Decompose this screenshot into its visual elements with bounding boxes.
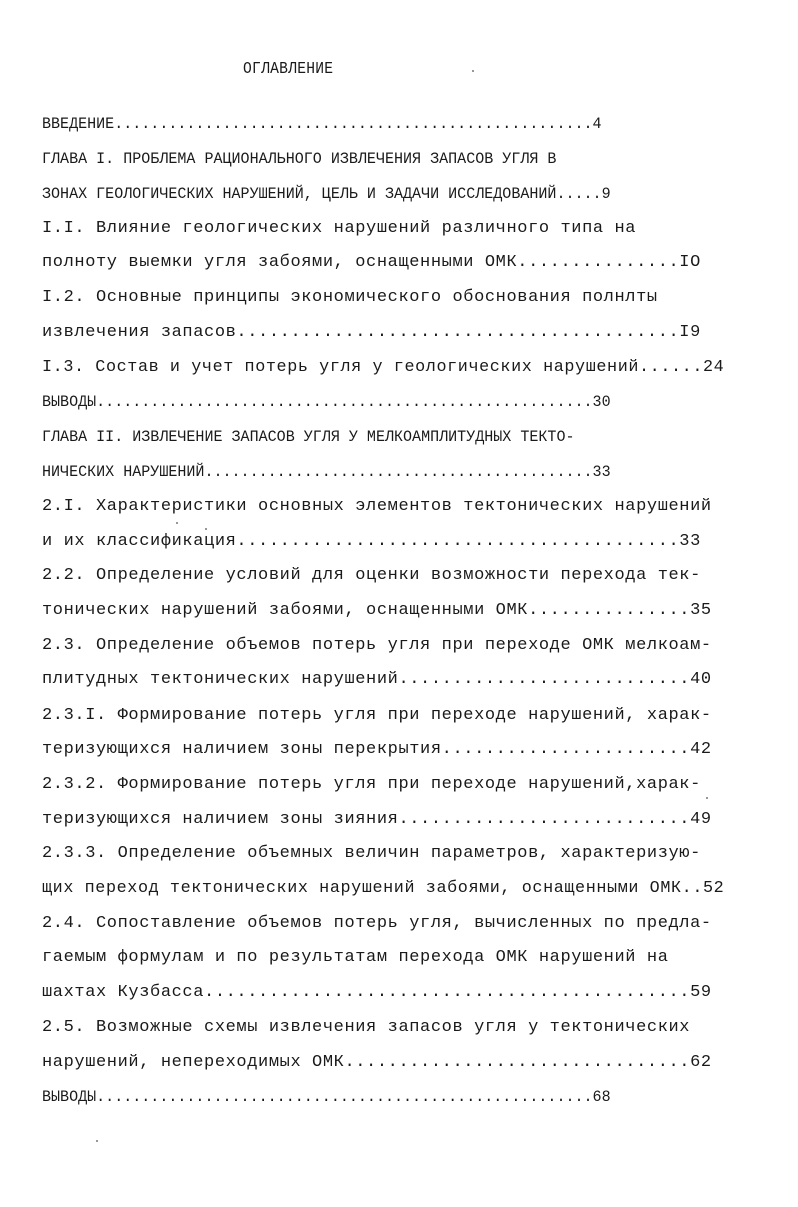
toc-entry: нарушений, непереходимых ОМК................................62 [42, 1053, 712, 1072]
toc-entry: ЗОНАХ ГЕОЛОГИЧЕСКИХ НАРУШЕНИЙ, ЦЕЛЬ И ЗАДАЧИ ИССЛЕДОВАНИЙ.....9 [42, 185, 611, 203]
toc-entry: шахтах Кузбасса.............................................59 [42, 983, 712, 1002]
toc-entry: 2.3. Определение объемов потерь угля при переходе ОМК мелкоам- [42, 636, 712, 655]
toc-entry: 2.3.2. Формирование потерь угля при переходе нарушений,харак- [42, 775, 701, 794]
toc-entry: полноту выемки угля забоями, оснащенными ОМК...............IO [42, 253, 701, 272]
toc-entry: ВЫВОДЫ.......................................................30 [42, 393, 611, 411]
toc-entry: 2.3.3. Определение объемных величин параметров, характеризую- [42, 844, 701, 863]
toc-entry: ГЛАВА I. ПРОБЛЕМА РАЦИОНАЛЬНОГО ИЗВЛЕЧЕНИЯ ЗАПАСОВ УГЛЯ В [42, 150, 557, 168]
scan-speck [472, 70, 474, 72]
toc-entry: 2.4. Сопоставление объемов потерь угля, вычисленных по предла- [42, 914, 712, 933]
toc-entry: плитудных тектонических нарушений...........................40 [42, 670, 712, 689]
toc-entry: и их классификация.........................................33 [42, 532, 701, 551]
scan-speck [176, 522, 178, 524]
toc-entry: теризующихся наличием зоны перекрытия.......................42 [42, 740, 712, 759]
toc-entry: щих переход тектонических нарушений забоями, оснащенными ОМК..52 [42, 879, 725, 898]
toc-entry: извлечения запасов.........................................I9 [42, 323, 701, 342]
toc-entry: I.2. Основные принципы экономического обоснования полнлты [42, 288, 658, 307]
toc-entry: 2.2. Определение условий для оценки возможности перехода тек- [42, 566, 701, 585]
toc-entry: 2.3.I. Формирование потерь угля при переходе нарушений, харак- [42, 706, 712, 725]
toc-entry: I.I. Влияние геологических нарушений различного типа на [42, 219, 637, 238]
toc-entry: ВВЕДЕНИЕ.....................................................4 [42, 115, 602, 133]
toc-entry: НИЧЕСКИХ НАРУШЕНИЙ...........................................33 [42, 463, 611, 481]
toc-entry: 2.I. Характеристики основных элементов тектонических нарушений [42, 497, 712, 516]
toc-entry: 2.5. Возможные схемы извлечения запасов угля у тектонических [42, 1018, 691, 1037]
scan-speck [96, 1140, 98, 1142]
toc-entry: ВЫВОДЫ.......................................................68 [42, 1088, 611, 1106]
scan-speck [706, 797, 708, 799]
scan-speck [205, 528, 207, 530]
toc-entry: тонических нарушений забоями, оснащенными ОМК...............35 [42, 601, 712, 620]
page-title: ОГЛАВЛЕНИЕ [243, 60, 334, 79]
toc-entry: ГЛАВА II. ИЗВЛЕЧЕНИЕ ЗАПАСОВ УГЛЯ У МЕЛКОАМПЛИТУДНЫХ ТЕКТО- [42, 428, 575, 446]
toc-entry: гаемым формулам и по результатам перехода ОМК нарушений на [42, 948, 669, 967]
toc-entry: теризующихся наличием зоны зияния...........................49 [42, 810, 712, 829]
toc-entry: I.3. Состав и учет потерь угля у геологических нарушений......24 [42, 358, 725, 377]
